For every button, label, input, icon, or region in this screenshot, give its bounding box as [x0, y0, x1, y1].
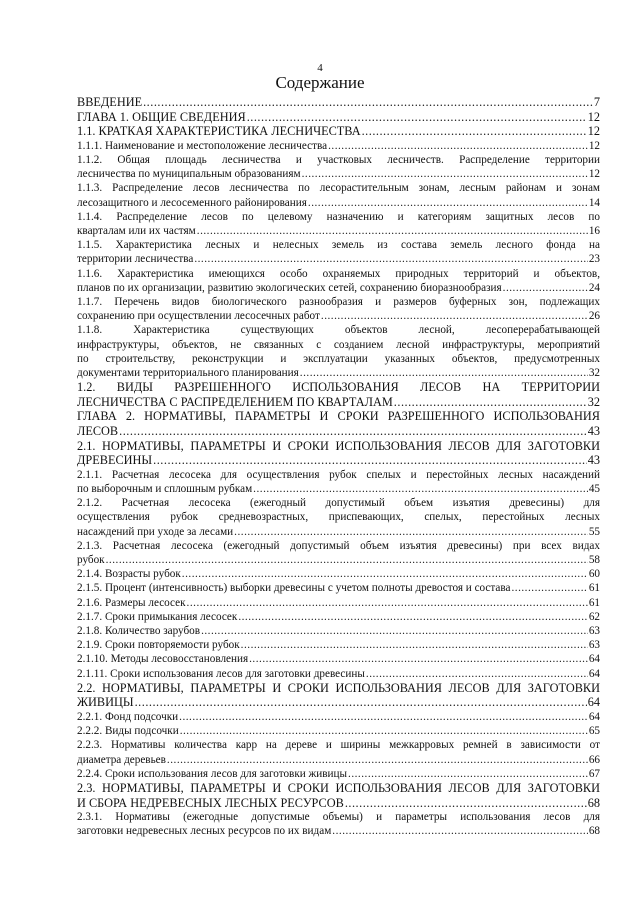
dot-leader	[253, 482, 588, 496]
toc-entry[interactable]	[77, 738, 600, 766]
toc-entry-text: 2.2. НОРМАТИВЫ, ПАРАМЕТРЫ И СРОКИ ИСПОЛЬЗОВАНИЯ ЛЕСОВ ДЛЯ ЗАГОТОВКИ	[77, 680, 600, 695]
toc-entry-text: осуществления рубок средневозрастных, приспевающих, спелых, перестойных лесных	[77, 511, 600, 524]
toc-entry-text: И СБОРА НЕДРЕВЕСНЫХ ЛЕСНЫХ РЕСУРСОВ	[77, 795, 344, 810]
toc-page-number: 62	[588, 610, 600, 623]
toc-page-number: 65	[588, 725, 600, 738]
toc-page-number: 32	[588, 367, 600, 380]
toc-entry-text: 1.1.1. Наименование и местоположение лесничества	[77, 139, 328, 152]
toc-entry-text: сохранению при осуществлении лесосечных работ	[77, 310, 320, 323]
toc-page-number: 61	[588, 582, 600, 595]
toc-entry-text: 1.1.3. Распределение лесов лесничества по лесорастительным зонам, лесным районам и зонам	[77, 182, 600, 195]
toc-page-number: 68	[587, 795, 600, 810]
dot-leader	[197, 224, 588, 238]
toc-entry-text: территории лесничества	[77, 253, 194, 266]
dot-leader	[179, 710, 588, 724]
toc-entry[interactable]	[77, 95, 600, 110]
toc-page-number: 61	[588, 596, 600, 609]
toc-entry-text: документами территориального планирования	[77, 367, 299, 380]
toc-page-number: 43	[587, 453, 600, 468]
toc-page-number: 26	[588, 310, 600, 323]
dot-leader	[348, 767, 588, 781]
dot-leader	[119, 424, 587, 439]
toc-entry-text: 2.1.11. Сроки использования лесов для заготовки древесины	[77, 667, 365, 680]
dot-leader	[106, 553, 588, 567]
table-of-contents	[77, 95, 600, 839]
dot-leader	[511, 581, 587, 595]
toc-page-number: 63	[588, 639, 600, 652]
toc-entry-text: ЛЕСОВ	[77, 424, 119, 439]
toc-entry[interactable]	[77, 496, 600, 539]
toc-page-number: 14	[588, 196, 600, 209]
toc-entry[interactable]	[77, 110, 600, 125]
toc-entry[interactable]	[77, 638, 600, 652]
toc-page-number: 16	[588, 225, 600, 237]
toc-entry[interactable]	[77, 181, 600, 209]
toc-entry[interactable]	[77, 596, 600, 610]
dot-leader	[194, 252, 587, 266]
toc-page-number: 7	[593, 95, 600, 109]
toc-page-number: 58	[588, 554, 600, 567]
toc-entry-text: 2.1.6. Размеры лесосек	[77, 596, 186, 609]
toc-entry[interactable]	[77, 153, 600, 181]
dot-leader	[503, 281, 588, 295]
toc-entry-text: 2.1.7. Сроки примыкания лесосек	[77, 610, 238, 623]
toc-entry-text: кварталам или их частям	[77, 225, 196, 237]
toc-entry-text: рубок	[77, 554, 105, 567]
toc-entry-text: 2.2.1. Фонд подсочки	[77, 711, 179, 724]
toc-entry[interactable]	[77, 767, 600, 781]
toc-entry-text: 1.1.6. Характеристика имеющихся особо охраняемых природных территорий и объектов,	[77, 267, 600, 280]
toc-page-number: 12	[587, 124, 600, 139]
dot-leader	[153, 453, 587, 468]
page-number: 4	[317, 62, 323, 74]
toc-entry[interactable]	[77, 539, 600, 567]
toc-entry-text: 2.2.3. Нормативы количества карр на дереве и ширины межкарровых ремней в зависимости от	[77, 739, 600, 752]
dot-leader	[249, 652, 588, 666]
toc-entry[interactable]	[77, 238, 600, 266]
toc-page-number: 68	[588, 825, 600, 838]
toc-entry-text: по строительству, реконструкции и эксплуатации указанных объектов, предусмотренных	[77, 352, 600, 365]
toc-entry-text: 2.1.5. Процент (интенсивность) выборки древесины с учетом полноты древостоя и состава	[77, 582, 511, 595]
toc-entry-text: 2.1.8. Количество зарубов	[77, 625, 201, 638]
toc-entry[interactable]	[77, 439, 600, 468]
toc-page-number: 67	[588, 767, 600, 780]
dot-leader	[241, 638, 588, 652]
toc-page-number: 32	[587, 394, 600, 409]
toc-entry[interactable]	[77, 581, 600, 595]
dot-leader	[247, 110, 587, 125]
dot-leader	[300, 366, 588, 380]
toc-entry-text: 2.3. НОРМАТИВЫ, ПАРАМЕТРЫ И СРОКИ ИСПОЛЬЗОВАНИЯ ЛЕСОВ ДЛЯ ЗАГОТОВКИ	[77, 781, 600, 796]
toc-entry-text: 1.2. ВИДЫ РАЗРЕШЕННОГО ИСПОЛЬЗОВАНИЯ ЛЕСОВ НА ТЕРРИТОРИИ	[77, 380, 600, 395]
dot-leader	[187, 596, 588, 610]
dot-leader	[182, 567, 588, 581]
dot-leader	[234, 525, 588, 539]
toc-entry[interactable]	[77, 567, 600, 581]
toc-entry[interactable]	[77, 139, 600, 153]
dot-leader	[345, 796, 587, 811]
toc-entry-text: 2.1.2. Расчетная лесосека (ежегодный допустимый объем изъятия древесины) для	[77, 497, 600, 510]
toc-entry-text: ЖИВИЦЫ	[77, 695, 134, 710]
toc-page-number: 43	[587, 424, 600, 439]
toc-entry[interactable]	[77, 409, 600, 438]
toc-entry[interactable]	[77, 681, 600, 710]
dot-leader	[201, 624, 588, 638]
toc-entry[interactable]	[77, 710, 600, 724]
toc-entry[interactable]	[77, 781, 600, 810]
toc-page-number: 60	[588, 568, 600, 581]
toc-page-number: 64	[588, 711, 600, 724]
dot-leader	[143, 95, 593, 110]
toc-entry-text: ГЛАВА 1. ОБЩИЕ СВЕДЕНИЯ	[77, 109, 246, 124]
toc-page-number: 66	[588, 753, 600, 766]
toc-page-number: 63	[588, 625, 600, 638]
dot-leader	[302, 167, 588, 181]
toc-page-number: 23	[588, 253, 600, 266]
dot-leader	[366, 667, 588, 681]
toc-entry[interactable]	[77, 667, 600, 681]
toc-page-number: 24	[588, 281, 600, 294]
dot-leader	[135, 695, 587, 710]
toc-page-number: 55	[588, 525, 600, 538]
dot-leader	[328, 139, 588, 153]
toc-entry-text: 2.1.9. Сроки повторяемости рубок	[77, 639, 240, 652]
toc-entry-text: 2.1.1. Расчетная лесосека для осуществления рубок спелых и перестойных лесных насаждений	[77, 468, 600, 481]
toc-entry[interactable]	[77, 810, 600, 838]
toc-entry-text: 1.1.5. Характеристика лесных и нелесных земель из состава земель лесного фонда на	[77, 239, 600, 252]
toc-entry-text: 1.1.4. Распределение лесов по целевому назначению и категориям защитных лесов по	[77, 210, 600, 223]
toc-entry-text: 2.1. НОРМАТИВЫ, ПАРАМЕТРЫ И СРОКИ ИСПОЛЬЗОВАНИЯ ЛЕСОВ ДЛЯ ЗАГОТОВКИ	[77, 438, 600, 453]
page-title: Содержание	[275, 73, 365, 92]
toc-entry-text: 2.1.4. Возрасты рубок	[77, 568, 181, 581]
dot-leader	[321, 309, 588, 323]
toc-entry-text: планов по их организации, развитию экологических сетей, сохранению биоразнообразия	[77, 281, 502, 294]
toc-entry-text: лесничества по муниципальным образованиям	[77, 168, 301, 181]
dot-leader	[308, 196, 588, 210]
toc-entry-text: ДРЕВЕСИНЫ	[77, 453, 153, 468]
toc-entry[interactable]	[77, 295, 600, 323]
toc-entry[interactable]	[77, 610, 600, 624]
toc-entry[interactable]	[77, 210, 600, 238]
dot-leader	[394, 395, 587, 410]
dot-leader	[362, 124, 587, 139]
toc-entry-text: 1.1.8. Характеристика существующих объектов лесной, лесоперерабатывающей	[77, 324, 600, 337]
toc-entry[interactable]	[77, 624, 600, 638]
dot-leader	[180, 724, 588, 738]
toc-entry[interactable]	[77, 124, 600, 139]
toc-entry[interactable]	[77, 652, 600, 666]
toc-entry-text: инфраструктуры, объектов, не связанных с созданием лесной инфраструктуры, мероприятий	[77, 338, 600, 351]
dot-leader	[167, 753, 588, 767]
toc-page-number: 64	[587, 695, 600, 710]
toc-page-number: 12	[588, 168, 600, 181]
toc-page-number: 64	[588, 667, 600, 680]
toc-entry-text: 1.1.2. Общая площадь лесничества и участковых лесничеств. Распределение территории	[77, 153, 600, 166]
toc-entry-text: 2.2.2. Виды подсочки	[77, 725, 179, 738]
toc-entry[interactable]	[77, 267, 600, 295]
toc-entry-text: 1.1.7. Перечень видов биологического разнообразия и размеров буферных зон, подлежащих	[77, 296, 600, 309]
toc-entry-text: ВВЕДЕНИЕ	[77, 95, 143, 109]
toc-entry-text: диаметра деревьев	[77, 753, 166, 766]
toc-page-number: 12	[587, 109, 600, 124]
toc-entry[interactable]	[77, 380, 600, 409]
toc-entry-text: 2.2.4. Сроки использования лесов для заготовки живицы	[77, 767, 348, 780]
toc-entry-text: по выборочным и сплошным рубкам	[77, 483, 253, 495]
toc-entry[interactable]	[77, 724, 600, 738]
dot-leader	[332, 824, 588, 838]
toc-page-number: 45	[588, 483, 600, 495]
toc-entry-text: 2.1.10. Методы лесовосстановления	[77, 653, 249, 666]
toc-entry-text: лесозащитного и лесосеменного районирования	[77, 196, 307, 209]
toc-page-number: 64	[588, 653, 600, 666]
toc-entry[interactable]	[77, 323, 600, 380]
toc-entry-text: ГЛАВА 2. НОРМАТИВЫ, ПАРАМЕТРЫ И СРОКИ РАЗРЕШЕННОГО ИСПОЛЬЗОВАНИЯ	[77, 409, 600, 424]
toc-entry-text: ЛЕСНИЧЕСТВА С РАСПРЕДЕЛЕНИЕМ ПО КВАРТАЛАМ	[77, 394, 393, 409]
toc-entry-text: 1.1. КРАТКАЯ ХАРАКТЕРИСТИКА ЛЕСНИЧЕСТВА	[77, 124, 361, 139]
toc-entry-text: насаждений при уходе за лесами	[77, 525, 234, 538]
toc-entry[interactable]	[77, 468, 600, 496]
toc-entry-text: заготовки недревесных лесных ресурсов по их видам	[77, 825, 332, 838]
toc-entry-text: 2.1.3. Расчетная лесосека (ежегодный допустимый объем изъятия древесины) при всех видах	[77, 539, 600, 552]
toc-entry-text: 2.3.1. Нормативы (ежегодные допустимые объемы) и параметры использования лесов для	[77, 811, 600, 824]
toc-page-number: 12	[588, 139, 600, 152]
dot-leader	[238, 610, 587, 624]
